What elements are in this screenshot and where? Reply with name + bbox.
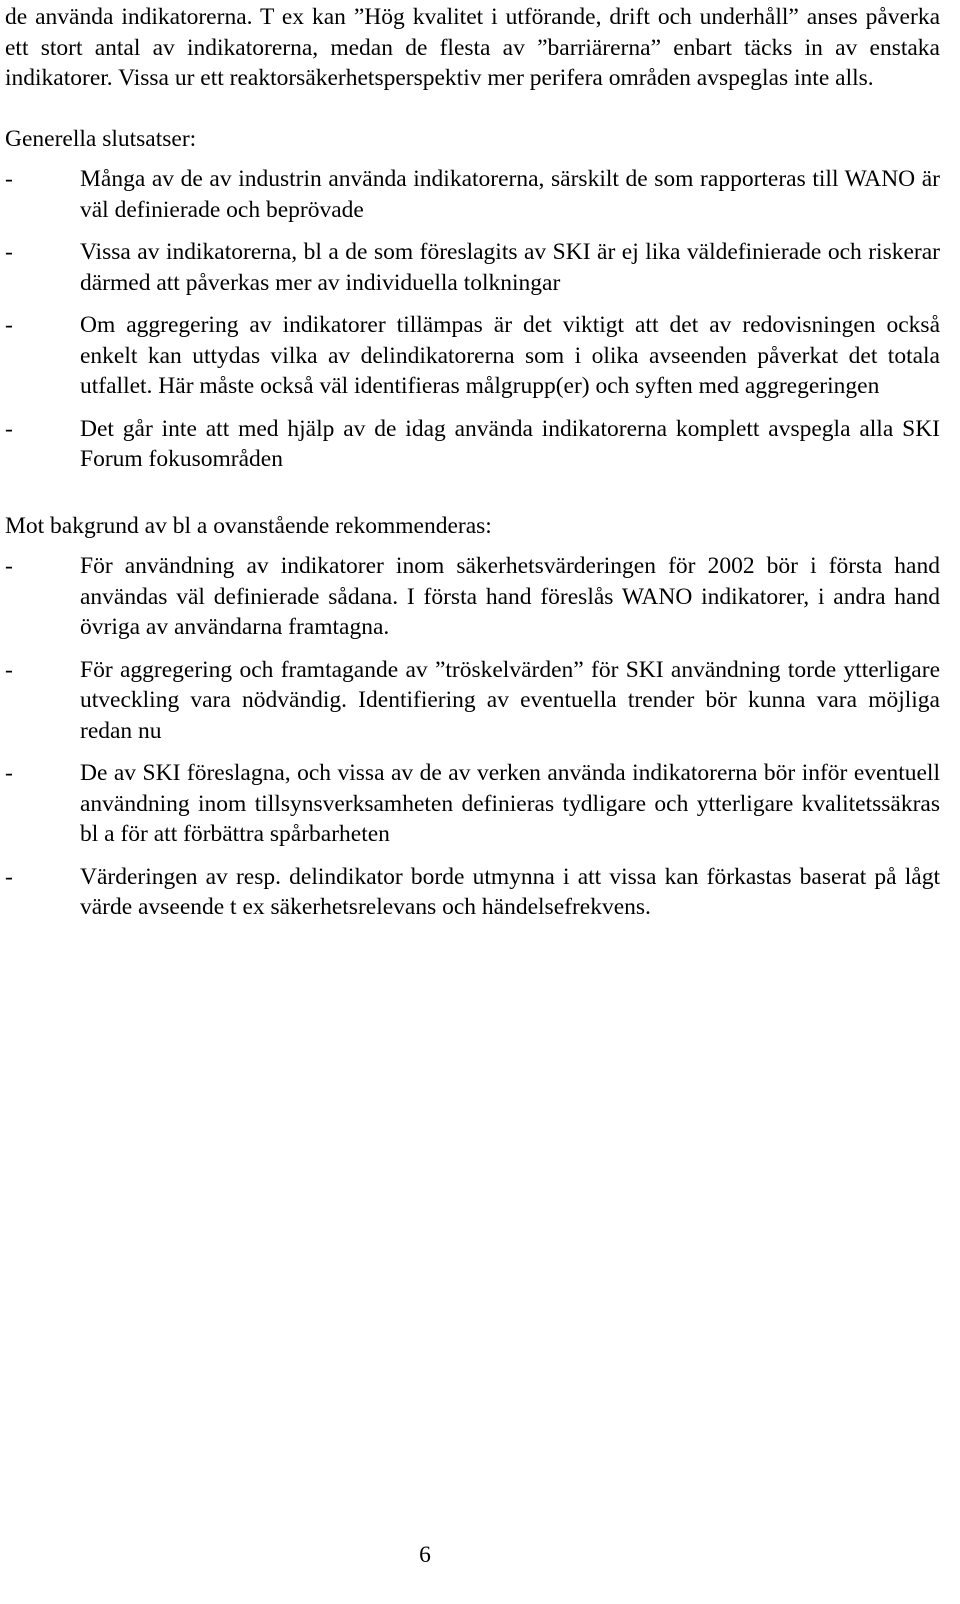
- page-number: 6: [419, 1542, 431, 1568]
- list-item: [5, 655, 940, 747]
- conclusions-heading: Generella slutsatser:: [5, 125, 197, 152]
- list-item-text: För aggregering och framtagande av ”tröskelvärden” för SKI användning torde ytterligare utveckling vara nödvändig. Identifiering av eventuella trender bör kunna vara möjliga redan nu: [80, 656, 940, 744]
- list-item-text: Värderingen av resp. delindikator borde utmynna i att vissa kan förkastas baserat på lågt värde avseende t ex säkerhetsrelevans och händelsefrekvens.: [80, 863, 940, 920]
- list-item: [5, 758, 940, 850]
- list-item: [5, 310, 940, 402]
- list-item-text: De av SKI föreslagna, och vissa av de av verken använda indikatorerna bör inför eventuell användning inom tillsynsverksamheten definieras tydligare och ytterligare kvalitetssäkras bl a för att förbättra spårbarheten: [80, 760, 940, 847]
- list-item: [5, 237, 940, 298]
- list-item: [5, 164, 940, 225]
- list-dash: -: [5, 553, 13, 579]
- list-item-text: Om aggregering av indikatorer tillämpas är det viktigt att det av redovisningen också enkelt kan uttydas vilka av delindikatorerna som i olika avseenden påverkat det totala utfallet. Här måste också väl identifieras målgrupp(er) och syften med aggregeringen: [80, 312, 940, 399]
- intro-paragraph: de använda indikatorerna. T ex kan ”Hög kvalitet i utförande, drift och underhåll” anses påverka ett stort antal av indikatorerna, medan de flesta av ”barriärerna” enbart täcks in av enstaka indikatorer. Vissa ur ett reaktorsäkerhetsperspektiv mer perifera områden avspeglas inte alls.: [5, 4, 940, 91]
- list-dash: -: [5, 760, 13, 786]
- list-item-text: Det går inte att med hjälp av de idag använda indikatorerna komplett avspegla alla SKI Forum fokusområden: [80, 415, 940, 472]
- recommendations-list: [5, 551, 940, 923]
- list-dash: -: [5, 656, 13, 683]
- conclusions-list: [5, 164, 940, 475]
- recommendations-heading: Mot bakgrund av bl a ovanstående rekommenderas:: [5, 512, 492, 539]
- list-dash: -: [5, 312, 13, 338]
- document-page: [5, 0, 940, 935]
- list-item-text: Vissa av indikatorerna, bl a de som föreslagits av SKI är ej lika väldefinierade och riskerar därmed att påverkas mer av individuella tolkningar: [80, 239, 940, 296]
- list-dash: -: [5, 415, 13, 442]
- list-dash: -: [5, 239, 13, 265]
- list-dash: -: [5, 863, 13, 890]
- list-item: [5, 862, 940, 923]
- list-item: [5, 414, 940, 475]
- list-item-text: Många av de av industrin använda indikatorerna, särskilt de som rapporteras till WANO är väl definierade och beprövade: [80, 166, 940, 223]
- list-item: [5, 551, 940, 643]
- list-item-text: För användning av indikatorer inom säkerhetsvärderingen för 2002 bör i första hand användas väl definierade sådana. I första hand föreslås WANO indikatorer, i andra hand övriga av användarna framtagna.: [80, 553, 940, 640]
- list-dash: -: [5, 166, 13, 192]
